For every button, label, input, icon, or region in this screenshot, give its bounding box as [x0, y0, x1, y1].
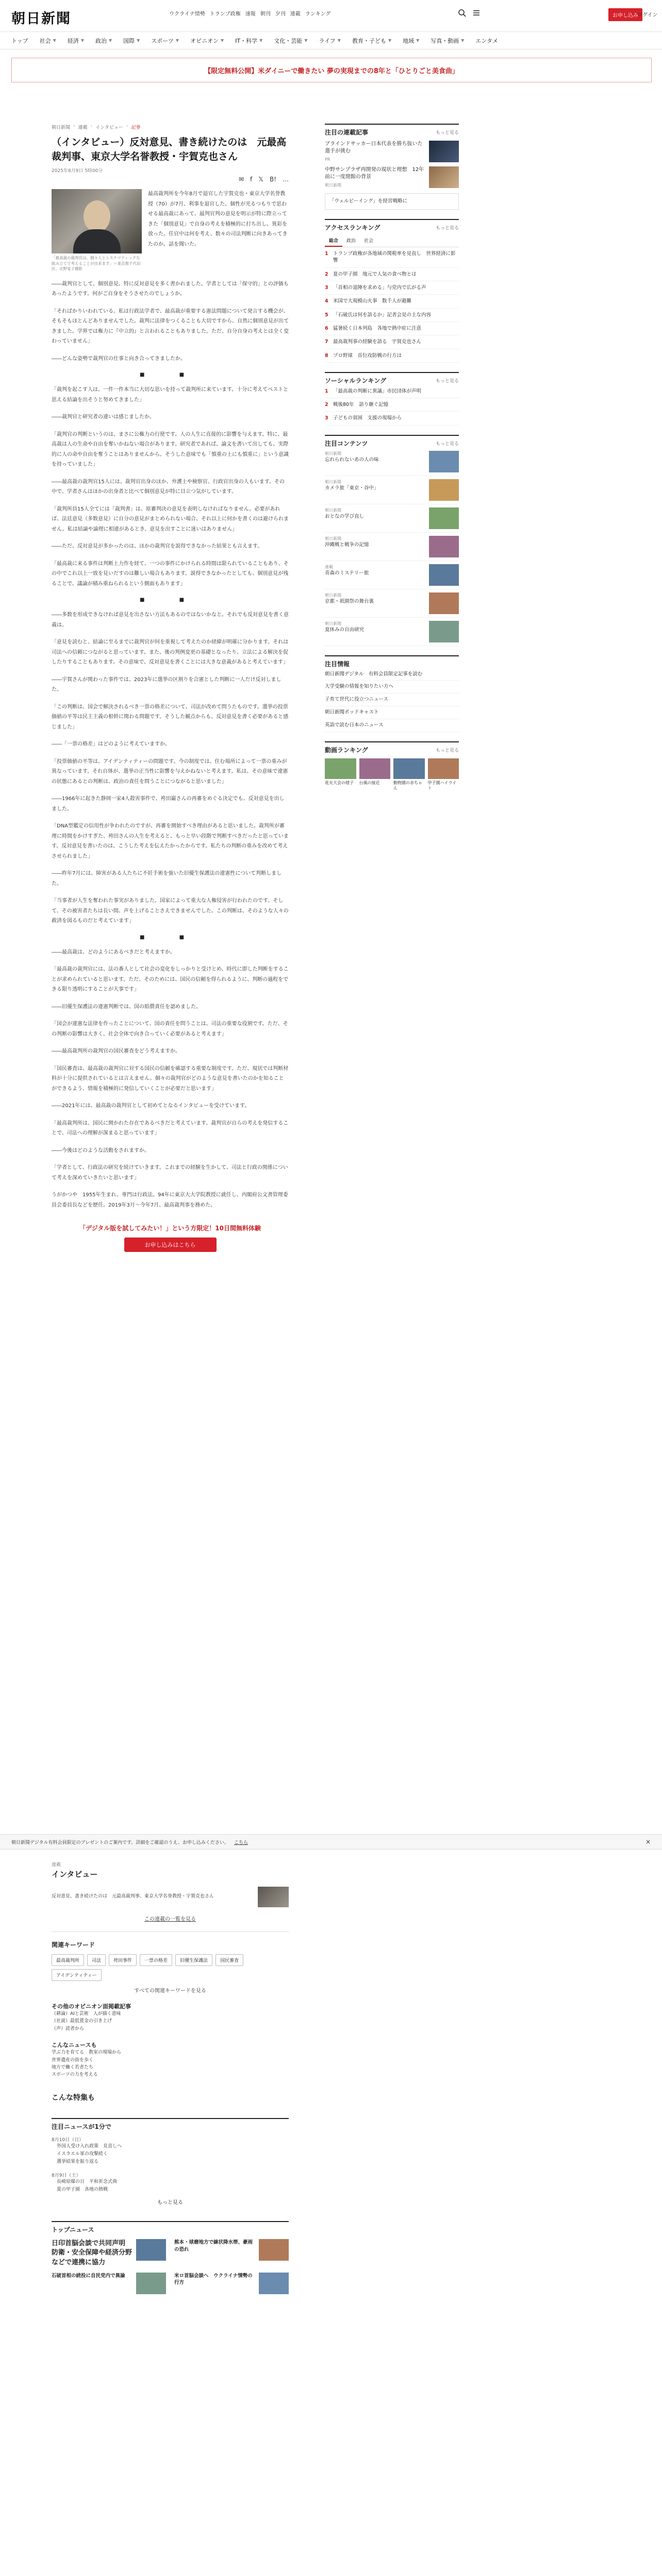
article-paragraph: 「裁判官の判断というのは、まさに公権力の行使です。人の人生に直接的に影響を与えます。特に、最高裁は人の生命や自由を奪いかねない場合があります。研究者であれば、論文を書いて出しても、実際的に人の命や自由を奪うことはありませんから。そうした意味でも「慎重の上にも慎重に」という意識を持っていました」 — [52, 431, 289, 468]
content-text — [325, 536, 425, 557]
content-title: カメラ旅「東京・谷中」 — [325, 485, 379, 491]
related-heading: こんなニュースも — [52, 2042, 97, 2049]
article-photo[interactable] — [52, 189, 142, 253]
ranking-item[interactable] — [325, 335, 459, 349]
video-thumbnail — [359, 758, 391, 779]
video-ranking — [325, 741, 459, 792]
chevron-down-icon: ▼ — [304, 38, 308, 43]
keyword-tag[interactable]: アイデンティティー — [52, 1969, 102, 1981]
content-title: おとなの学び直し — [325, 513, 365, 519]
sidebar-ad[interactable]: 中野サンプラザ再開発の現状と理想 12年前に一度閉館の背景 朝日新聞 — [325, 166, 459, 188]
news-item[interactable]: 外国人受け入れ政策 見直しへ — [57, 2143, 122, 2149]
chevron-down-icon: ▼ — [259, 38, 263, 43]
menu-icon[interactable] — [472, 9, 481, 17]
article-paragraph: ――宇賀さんが関わった事件では、2023年に選挙の区割りを合憲とした判断に一人だけ反対しました。 — [52, 676, 282, 693]
chevron-down-icon: ▼ — [388, 38, 392, 43]
top-news-thumbnail — [136, 2273, 166, 2294]
ranking-title: プロ野球 首位攻防戦の行方は — [333, 352, 402, 359]
related-link[interactable]: （社説）最低賃金の引き上げ — [52, 2019, 112, 2024]
sidebar-heading: 注目情報 — [325, 655, 459, 668]
article-paragraph: 「最高裁判所は、国民に開かれた存在であるべきだと考えています。裁判官が自らの考えを発信することで、司法への理解が深まると思っています」 — [52, 1120, 289, 1137]
nav-label: 政治 — [95, 37, 107, 44]
chevron-down-icon: ▼ — [137, 38, 140, 43]
video-title: 動物園の赤ちゃん — [393, 780, 422, 791]
rank-number: 3 — [325, 415, 328, 421]
series-list-link[interactable]: この連載の一覧を見る — [144, 1917, 196, 1922]
nav-item[interactable] — [123, 37, 151, 45]
rank-number: 2 — [325, 271, 328, 277]
divider — [52, 1931, 289, 1932]
news-date: 8月9日（土） — [52, 2173, 81, 2178]
top-news-thumbnail — [259, 2273, 289, 2294]
content-label: 朝日新聞 — [325, 479, 341, 484]
login-link[interactable]: ログイン — [637, 12, 658, 18]
news-item[interactable]: 選挙結果を振り返る — [57, 2159, 99, 2165]
content-label: 朝日新聞 — [325, 451, 341, 456]
social-item[interactable] — [325, 385, 459, 398]
top-news-thumbnail — [259, 2239, 289, 2261]
top-news-title: 日印首脳会談で共同声明 防衛・安全保障や経済分野などで連携に協力 — [52, 2240, 133, 2266]
more-link[interactable]: もっと見る — [435, 378, 459, 384]
article-paragraph: ――1966年に起きた静岡一家4人殺害事件で、袴田巌さんの再審をめぐる決定でも、反対意見を出しました。 — [52, 796, 285, 812]
article-paragraph: 「この判断は、国会で解決されるべき一票の格差について、司法が改めて問うたものです。選挙の投票価値の平等は民主主義の根幹に関わる問題です。そうした観点からも、反対意見を書く必要があると感じました」 — [52, 704, 289, 730]
trial-signup-button[interactable]: お申し込みはこちら — [124, 1238, 217, 1252]
more-share-icon[interactable]: … — [283, 176, 289, 183]
keywords-heading: 関連キーワード — [52, 1941, 95, 1948]
content-label: 朝日新聞 — [325, 536, 341, 541]
service-link[interactable]: 朝日新聞ポッドキャスト — [325, 706, 459, 719]
content-title: 忘れられないあの人の味 — [325, 456, 379, 463]
site-header — [0, 0, 662, 32]
video-item[interactable] — [359, 758, 391, 792]
nav-label: オピニオン — [190, 37, 219, 44]
keyword-tag[interactable]: 旧優生保護法 — [175, 1954, 212, 1966]
article-paragraph: ――最高裁の裁判官15人には、裁判官出身のほか、弁護士や検察官、行政官出身の人もいます。その中で、学者さんはほかの出身者と比べて個別意見が特に目立つ気がしています。 — [52, 479, 285, 495]
ranking-item[interactable] — [325, 247, 459, 268]
recommend-heading: こんな特集も — [52, 2093, 95, 2102]
ranking-item[interactable] — [325, 322, 459, 335]
nav-item[interactable] — [11, 37, 40, 45]
top-news-title: 熊本・球磨地方で線状降水帯、豪雨の恐れ — [174, 2240, 253, 2252]
top-news-title: 石破首相の続投に自民党内で異論 — [52, 2273, 125, 2279]
related-link[interactable]: スポーツの力を考える — [52, 2072, 98, 2078]
article-paragraph: 「意見を読むと、結論に至るまでに裁判官が何を重視して考えたのか経緯が明確に分かります。それは司法への信頼につながると思っています。また、後の判例変更の基礎となったり、立法による解決を促したりすることもあります。その意味で、反対意見を書くことには大きな意義があると考えています」 — [52, 639, 289, 666]
share-bar — [52, 176, 289, 183]
rank-tab[interactable]: 社会 — [364, 239, 374, 244]
header-icons — [458, 9, 481, 17]
top-link[interactable]: ランキング — [305, 11, 331, 17]
breadcrumb-item[interactable]: 朝日新聞 — [52, 125, 71, 130]
more-link[interactable]: もっと見る — [435, 226, 459, 231]
ranking-title: 最高裁判事の経験を語る 宇賀克也さん — [333, 339, 422, 345]
news-item[interactable]: 長崎原爆の日 平和祈念式典 — [57, 2179, 118, 2184]
keyword-tag[interactable]: 国民審査 — [216, 1954, 243, 1966]
rank-tabs — [325, 235, 459, 247]
article-paragraph: ――2021年には、最高裁の裁判官として初めてとなるインタビューを受けています。 — [52, 1103, 250, 1109]
ranking-item[interactable] — [325, 268, 459, 281]
content-text — [325, 451, 425, 472]
related-heading: その他のオピニオン面掲載記事 — [52, 2003, 131, 2010]
nav-item[interactable] — [40, 37, 68, 45]
hatena-share-icon[interactable]: B! — [269, 176, 276, 183]
series-thumbnail — [258, 1887, 289, 1907]
sidebar-heading: 注目ニュースが1分で — [52, 2118, 289, 2131]
nav-label: 経済 — [67, 37, 79, 44]
ranking-item[interactable] — [325, 281, 459, 295]
portrait-body — [73, 229, 121, 253]
ranking-title: 「石破氏は何を語るか」記者会見の主な内容 — [333, 312, 432, 318]
more-link[interactable]: もっと見る — [435, 748, 459, 753]
site-logo[interactable]: 朝日新聞 — [11, 11, 71, 27]
video-item[interactable] — [325, 758, 356, 792]
top-news-item[interactable] — [174, 2273, 289, 2294]
nav-item[interactable] — [352, 37, 403, 45]
chevron-down-icon: ▼ — [461, 38, 465, 43]
article-paragraph: 「投票価値の平等は、アイデンティティーの問題です。今の制度では、住む場所によって一票の重みが異なっています。それ自体が、選挙の正当性に影響を与えかねないと考えます。私は、その意味で違憲の状態にあるとの判断は、政治の責任を問うことにつながると思いました」 — [52, 758, 288, 785]
promo-banner[interactable]: 【限定無料公開】米ダイニーで働きたい 夢の実現までの8年と「ひとりごと美食曲」 — [11, 58, 652, 82]
rank-number: 1 — [325, 388, 328, 394]
article-paragraph: 「学者として、行政法の研究を続けていきます。これまでの経験を生かして、司法と行政の関係について考えを深めていきたいと思います」 — [52, 1165, 288, 1181]
rank-number: 7 — [325, 339, 328, 345]
nav-item[interactable] — [235, 37, 274, 45]
nav-label: 社会 — [39, 37, 51, 44]
video-item[interactable] — [393, 758, 425, 792]
author-profile: うがかつや 1955年生まれ。専門は行政法。94年に東京大大学院教授に就任し、内閣府公文書管理委員会委員長などを歴任。2019年3月〜今年7月、最高裁判事を務めた。 — [52, 1192, 288, 1208]
top-link[interactable]: 朝刊 — [260, 11, 271, 17]
x-share-icon[interactable]: 𝕏 — [258, 176, 263, 183]
related-link[interactable]: （耕論）AIと芸術 人が描く意味 — [52, 2011, 121, 2016]
keyword-tag[interactable]: 一票の格差 — [140, 1954, 172, 1966]
content-thumbnail — [429, 479, 459, 501]
trial-promo-text: 「デジタル版を試してみたい！」という方限定！10日間無料体験 — [79, 1225, 261, 1232]
rank-number: 1 — [325, 251, 328, 257]
article-paragraph: 「当事者が人生を奪われた事実がありました。国家によって重大な人権侵害が行われたのです。そして、その被害者たちは長い間、声を上げることさえできませんでした。この判断は、そのような人々の救済を図るものだと考えています」 — [52, 898, 289, 924]
chevron-down-icon: ▼ — [416, 38, 420, 43]
breadcrumb-item[interactable]: 連載 — [78, 125, 88, 130]
news-digest — [52, 2118, 289, 2206]
more-link[interactable]: もっと見る — [435, 130, 459, 135]
nav-label: 教育・子ども — [352, 37, 386, 44]
chevron-down-icon: ▼ — [337, 38, 341, 43]
facebook-share-icon[interactable]: f — [250, 176, 253, 183]
content-label: 連載 — [325, 564, 333, 569]
article-paragraph: ――裁判官と研究者の違いは感じましたか。 — [52, 414, 155, 420]
content-thumbnail — [429, 564, 459, 586]
keyword-tag[interactable]: 司法 — [87, 1954, 106, 1966]
top-news-item[interactable] — [52, 2273, 166, 2294]
breadcrumb-item[interactable]: インタビュー — [95, 125, 123, 130]
close-icon[interactable]: × — [645, 1838, 651, 1845]
top-news-item[interactable] — [52, 2239, 166, 2267]
top-news-title: 米ロ首脳会談へ ウクライナ情勢の行方 — [174, 2273, 253, 2286]
article-date: 2025年8月9日 5時00分 — [52, 168, 103, 174]
service-link[interactable]: 英語で読む日本のニュース — [325, 719, 459, 732]
nav-item[interactable] — [151, 37, 190, 45]
keyword-tag[interactable]: 袴田事件 — [109, 1954, 137, 1966]
related-link[interactable]: 学ぶ力を育てる 教室の現場から — [52, 2050, 122, 2056]
nav-label: トップ — [11, 37, 28, 44]
article-paragraph: 「裁判を起こす人は、一件一件本当に大切な思いを持って裁判所に来ています。十分に考えてベストと思える結論を出そうと努めてきました」 — [52, 387, 289, 403]
top-link[interactable]: 夕刊 — [275, 11, 286, 17]
notable-info — [325, 655, 459, 732]
sidebar-ad-caption[interactable]: 「ウェルビーイング」を経営戦略に — [325, 193, 459, 210]
nav-label: エンタメ — [475, 37, 498, 44]
breadcrumb — [52, 124, 289, 130]
top-news-item[interactable] — [174, 2239, 289, 2267]
video-thumbnail — [393, 758, 425, 779]
nav-item[interactable] — [475, 37, 509, 45]
social-item[interactable] — [325, 412, 459, 425]
ranking-item[interactable] — [325, 295, 459, 308]
series-title[interactable]: インタビュー — [52, 1870, 98, 1879]
breadcrumb-separator: › — [73, 124, 75, 129]
article-paragraph: ――昨年7月には、障害がある人たちに不妊手術を強いた旧優生保護法の違憲性について判断しました。 — [52, 871, 282, 887]
video-title: 台風の接近 — [359, 780, 380, 785]
rank-tab[interactable]: 総合 — [325, 235, 342, 247]
article-paragraph: ――「一票の格差」はどのように考えていますか。 — [52, 741, 170, 748]
article-footer — [52, 1861, 289, 2294]
rank-number: 2 — [325, 402, 328, 408]
top-link[interactable]: トランプ政権 — [209, 11, 241, 17]
video-item[interactable] — [428, 758, 459, 792]
chevron-down-icon: ▼ — [108, 38, 112, 43]
article-paragraph: ――多数を形成できなければ意見を出さない方法もあるのではないかなと。それでも反対意見を書く意義は。 — [52, 612, 289, 628]
search-icon[interactable] — [458, 9, 466, 17]
article-paragraph: ――最高裁は、どのようにあるべきだと考えますか。 — [52, 949, 175, 955]
content-text — [325, 479, 425, 501]
subscribe-button[interactable]: お申し込み — [608, 8, 642, 21]
breadcrumb-current: 記事 — [131, 125, 141, 130]
rank-number: 8 — [325, 352, 328, 359]
chevron-down-icon: ▼ — [80, 38, 84, 43]
article-paragraph: 「そればかりいわれている。私は行政法学者で、最高裁が重要する憲法問題について発言する機会が、そもそもほとんどありませんでした。裁判に法律をつくることも大切ですから、自然に個別意見が出てきました。学界では権力に『中立的』と言われることもありました。ただ、自分自身の考えとは全く変わっていません」 — [52, 308, 289, 345]
nav-label: 写真・動画 — [431, 37, 459, 44]
article-lead: 最高裁判所を今年8月で退官した宇賀克也・東京大学名誉教授（70）が7月、利事を退官した。個性が光るつもりで思わせる最高裁にあって、最判官判の意見を明示が特に際立ってきた「個別意見」で自身の考えを積極的に打ち出し、異彩を放った。任官中は何を考え、数々の司法判断に向きあってきたのか。話を聞いた。 — [148, 191, 288, 247]
service-link[interactable]: 子育て世代に役立つニュース — [325, 693, 459, 706]
trial-promo — [52, 1224, 289, 1252]
related-link[interactable]: （声）読者から — [52, 2026, 85, 2031]
photo-caption: 「最高裁の裁判官は、個々人とシステマティックな組み立てで考えることが出来ます」＝東京都千代田区、北野晃子撮影 — [52, 256, 141, 272]
nav-item[interactable] — [68, 37, 95, 45]
nav-label: ライフ — [319, 37, 336, 44]
keyword-list — [52, 1954, 289, 1981]
news-item[interactable]: イスラエル軍の攻撃続く — [57, 2151, 108, 2157]
content-thumbnail — [429, 451, 459, 472]
ranking-title: 「首相の退陣を求める」与党内で広がる声 — [333, 285, 426, 291]
social-item[interactable] — [325, 398, 459, 412]
service-link[interactable]: 大学受験の情報を知りたい方へ — [325, 681, 459, 693]
video-thumbnail — [428, 758, 459, 779]
content-thumbnail — [429, 621, 459, 642]
nav-item[interactable] — [403, 37, 431, 45]
content-thumbnail — [429, 536, 459, 557]
article-paragraph: 「裁判所員15人全てには「裁判書」は、原審判決の意見を表明しなければなりません。必要があれば、法廷意見（多数意見）に自分の意見がまとめられない場合、それ以上に何かを書くのは避けられません。私は結論や論理に相違があるとき、意見を出すことに迷いはありません」 — [52, 506, 289, 532]
nav-item[interactable] — [319, 37, 352, 45]
nav-label: 文化・芸能 — [274, 37, 303, 44]
video-title: 花火大会の様子 — [325, 780, 354, 785]
rank-tab[interactable]: 政治 — [346, 239, 356, 244]
article-paragraph: ――今後はどのような活動をされますか。 — [52, 1147, 150, 1154]
content-item[interactable] — [325, 476, 459, 504]
content-text — [325, 507, 425, 529]
sidebar-heading: 注目コンテンツ もっと見る — [325, 435, 459, 448]
chevron-down-icon: ▼ — [53, 38, 56, 43]
content-text — [325, 621, 425, 642]
nav-item[interactable] — [431, 37, 475, 45]
top-link[interactable]: 連載 — [290, 11, 301, 17]
article-paragraph: ――旧優生保護法の違憲判断では、国の賠償責任を認めました。 — [52, 1004, 201, 1010]
content-item[interactable] — [325, 561, 459, 589]
ranking-title: トランプ政権が各地域の関税率を見直し 世界経済に影響 — [333, 251, 456, 264]
section-divider: ■ ■ — [139, 372, 201, 378]
all-keywords-link[interactable]: すべての関連キーワードを見る — [134, 1988, 206, 1994]
top-link[interactable]: ウクライナ情勢 — [169, 11, 205, 17]
rank-number: 5 — [325, 312, 328, 318]
content-title: 夏休みの自由研究 — [325, 626, 365, 633]
nav-item[interactable] — [190, 37, 235, 45]
sidebar-heading: ソーシャルランキング もっと見る — [325, 372, 459, 385]
related-link[interactable]: 地方で働く若者たち — [52, 2064, 94, 2070]
article-paragraph: 「国会が違憲な法律を作ったことについて、国の責任を問うことは、司法の重要な役割です。ただ、その判断の影響は大きく、社会全体で向き合っていく必要があると考えます」 — [52, 1021, 288, 1037]
notice-link[interactable]: こちら — [234, 1840, 248, 1845]
keyword-tag[interactable]: 最高裁判所 — [52, 1954, 84, 1966]
social-title: 「最高裁の判断に異議」市民団体が声明 — [333, 388, 422, 394]
access-ranking — [325, 219, 459, 363]
content-item[interactable] — [325, 589, 459, 618]
more-link[interactable]: もっと見る — [435, 441, 459, 447]
chevron-down-icon: ▼ — [221, 38, 224, 43]
sidebar-ad[interactable]: ブラインドサッカー日本代表を勝ち抜いた選手が挑む PR — [325, 141, 459, 162]
rank-number: 4 — [325, 298, 328, 304]
related-link[interactable]: 世界遺産の街を歩く — [52, 2057, 94, 2063]
article-title: （インタビュー）反対意見、書き続けたのは 元最高裁判事、東京大学名誉教授・宇賀克也さん — [52, 137, 287, 162]
article-paragraph: 「DNA型鑑定の信用性が争われたのですが、再審を開始すべき理由があると思いました。裁判所が審理に時間をかけすぎた、袴田さんの人生を考えると、もっと早い段階で判断すべきだったと思っています。反対意見を書いたのは、こうした考えを伝えたかったからです。私たちの判断の重みを改めて考えさせられました」 — [52, 823, 289, 859]
sidebar-heading: 動画ランキング もっと見る — [325, 741, 459, 754]
nav-label: 地域 — [403, 37, 415, 44]
photo-block — [52, 189, 142, 272]
content-item[interactable] — [325, 618, 459, 646]
content-label: 朝日新聞 — [325, 592, 341, 598]
content-title: 京都・祇園祭の舞台裏 — [325, 598, 374, 604]
content-item[interactable] — [325, 448, 459, 476]
article-paragraph: ――どんな姿勢で裁判官の仕事と向き合ってきましたか。 — [52, 355, 186, 362]
rank-number: 6 — [325, 325, 328, 331]
notice-bar — [0, 1834, 662, 1850]
video-thumbnail — [325, 758, 356, 779]
video-title: 甲子園ハイライト — [427, 780, 457, 791]
ranking-item[interactable] — [325, 309, 459, 322]
ranking-title: 米国で大規模山火事 数千人が避難 — [333, 298, 412, 304]
breadcrumb-separator: › — [90, 124, 93, 129]
news-date: 8月10日（日） — [52, 2137, 84, 2143]
content-title: 沖縄戦と戦争の記憶 — [325, 541, 369, 548]
nav-item[interactable] — [274, 37, 319, 45]
ranking-title: 夏の甲子園 地元で人気の食べ物とは — [333, 271, 417, 277]
article-body — [52, 279, 289, 1183]
portrait-face — [84, 200, 110, 232]
article — [52, 124, 289, 1252]
article-paragraph: 「最高裁の裁判官には、法の番人として社会の変化をしっかりと受けとめ、時代に即した判断をすることが求められていると思います。ただ、そのためには、国民の信頼を得られるように、判断の過程をできる限り透明にすることが大事です」 — [52, 967, 289, 993]
lead-section — [52, 189, 289, 272]
nav-label: 国際 — [123, 37, 135, 44]
top-news — [52, 2221, 289, 2294]
series-label: 連載 — [52, 1862, 61, 1868]
ranking-title: 猛暑続く日本列島 各地で熱中症に注意 — [333, 325, 422, 331]
article-paragraph: 「最高裁に来る事件は判断上力作を経て、一つの事件にかけられる時間は限られていることもあり、その中でこれ以上一致を見いだすのは難しい場合もあります。説得できなかったとしても、個別意見が残ることで、議論が積み重ねられるという側面もあります」 — [52, 561, 289, 587]
content-text — [325, 592, 425, 614]
article-paragraph: ――最高裁判所の裁判官の国民審査をどう考えますか。 — [52, 1048, 180, 1055]
ad-thumbnail — [429, 141, 459, 162]
ranking-item[interactable] — [325, 349, 459, 363]
service-link[interactable]: 朝日新聞デジタル 有料会員限定記事を読む — [325, 668, 459, 681]
main-nav — [0, 32, 662, 49]
nav-item[interactable] — [95, 37, 123, 45]
rank-number: 3 — [325, 285, 328, 291]
sidebar-heading: トップニュース — [52, 2221, 289, 2234]
news-more-link[interactable]: もっと見る — [157, 2200, 183, 2206]
section-divider: ■ ■ — [139, 934, 201, 940]
nav-label: スポーツ — [151, 37, 174, 44]
news-item[interactable]: 夏の甲子園 各地の熱戦 — [57, 2187, 108, 2192]
content-item[interactable] — [325, 533, 459, 561]
chevron-down-icon: ▼ — [175, 38, 179, 43]
top-links — [169, 9, 330, 17]
content-item[interactable] — [325, 504, 459, 533]
social-title: 子どもの貧困 支援の現場から — [333, 415, 402, 421]
sidebar-heading: 注目の連載記事 もっと見る — [325, 124, 459, 137]
social-ranking — [325, 372, 459, 426]
section-divider: ■ ■ — [139, 597, 201, 603]
social-title: 戦後80年 語り継ぐ記憶 — [333, 402, 389, 408]
top-link[interactable]: 速報 — [245, 11, 256, 17]
article-paragraph: ――ただ、反対意見が多かったのは、ほかの裁判官を説得できなかった結果とも言えます。 — [52, 544, 263, 550]
content-text — [325, 564, 425, 586]
breadcrumb-separator: › — [126, 124, 128, 129]
sidebar-heading: アクセスランキング もっと見る — [325, 219, 459, 232]
top-news-thumbnail — [136, 2239, 166, 2261]
article-paragraph: 「国民審査は、最高裁の裁判官に対する国民の信頼を確認する重要な制度です。ただ、現状では判断材料が十分に提供されているとは言えません。個々の裁判官がどのような意見を書いたのかを知ることができるよう、情報を積極的に発信していくことが必要だと思います」 — [52, 1065, 289, 1092]
ad-thumbnail — [429, 166, 459, 188]
sidebar — [325, 124, 459, 801]
article-paragraph: ――裁判官として、個別意見、特に反対意見を多く書かれました。学者としては「保守的」との評価もあったようです。何がご自身をそうさせたのでしょうか。 — [52, 281, 289, 297]
featured-content — [325, 435, 459, 646]
notice-text: 朝日新聞デジタル有料会員限定のプレゼントのご案内です。詳細をご確認のうえ、お申し込みください。 — [11, 1840, 229, 1845]
nav-label: IT・科学 — [235, 37, 258, 44]
content-title: 青森のミステリー旅 — [325, 570, 369, 576]
content-label: 朝日新聞 — [325, 507, 341, 513]
content-thumbnail — [429, 592, 459, 614]
content-label: 朝日新聞 — [325, 621, 341, 626]
content-thumbnail — [429, 507, 459, 529]
series-item[interactable]: 反対意見、書き続けたのは 元最高裁判事、東京大学名誉教授・宇賀克也さん — [52, 1887, 289, 1907]
sidebar-featured — [325, 124, 459, 210]
mail-share-icon[interactable]: ✉ — [238, 176, 244, 183]
